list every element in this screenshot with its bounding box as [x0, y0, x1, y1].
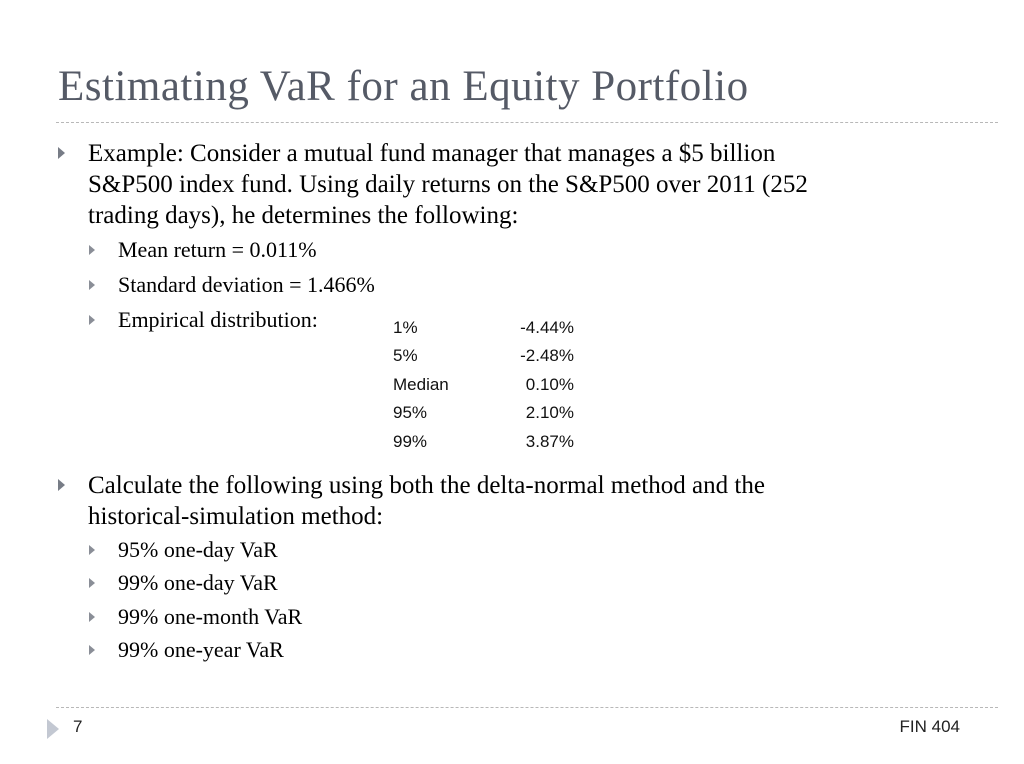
empirical-distribution-label: Empirical distribution: [118, 307, 318, 332]
example-line-1: Example: Consider a mutual fund manager that manages a $5 billion [88, 140, 776, 167]
course-label: FIN 404 [899, 717, 960, 736]
sub-bullet-arrow-icon [89, 315, 95, 325]
dist-label: 95% [393, 403, 428, 422]
footer-arrow-icon [47, 719, 59, 739]
title-divider [56, 122, 998, 123]
dist-value: -2.48% [520, 346, 574, 365]
dist-label: Median [393, 375, 449, 394]
task-line-1: Calculate the following using both the delta-normal method and the [88, 472, 765, 499]
bullet-arrow-icon [58, 147, 65, 159]
dist-value: 0.10% [525, 375, 574, 394]
mean-return: Mean return = 0.011% [118, 237, 317, 262]
task-item-99-one-year: 99% one-year VaR [118, 637, 284, 662]
sub-bullet-arrow-icon [89, 280, 95, 290]
sub-bullet-arrow-icon [89, 645, 95, 655]
page-number: 7 [73, 717, 83, 736]
standard-deviation: Standard deviation = 1.466% [118, 272, 375, 297]
example-line-3: trading days), he determines the following: [88, 202, 519, 229]
task-item-95-one-day: 95% one-day VaR [118, 537, 278, 562]
task-line-2: historical-simulation method: [88, 503, 384, 530]
dist-label: 5% [393, 346, 418, 365]
dist-label: 1% [393, 318, 418, 337]
task-item-99-one-month: 99% one-month VaR [118, 604, 303, 629]
dist-value: -4.44% [520, 318, 574, 337]
dist-value: 2.10% [525, 403, 574, 422]
task-item-99-one-day: 99% one-day VaR [118, 570, 278, 595]
sub-bullet-arrow-icon [89, 578, 95, 588]
slide-title: Estimating VaR for an Equity Portfolio [58, 63, 749, 110]
sub-bullet-arrow-icon [89, 612, 95, 622]
dist-label: 99% [393, 432, 428, 451]
dist-value: 3.87% [525, 432, 574, 451]
sub-bullet-arrow-icon [89, 545, 95, 555]
footer-divider [56, 707, 998, 708]
sub-bullet-arrow-icon [89, 245, 95, 255]
example-line-2: S&P500 index fund. Using daily returns on the S&P500 over 2011 (252 [88, 171, 808, 198]
bullet-arrow-icon [58, 479, 65, 491]
